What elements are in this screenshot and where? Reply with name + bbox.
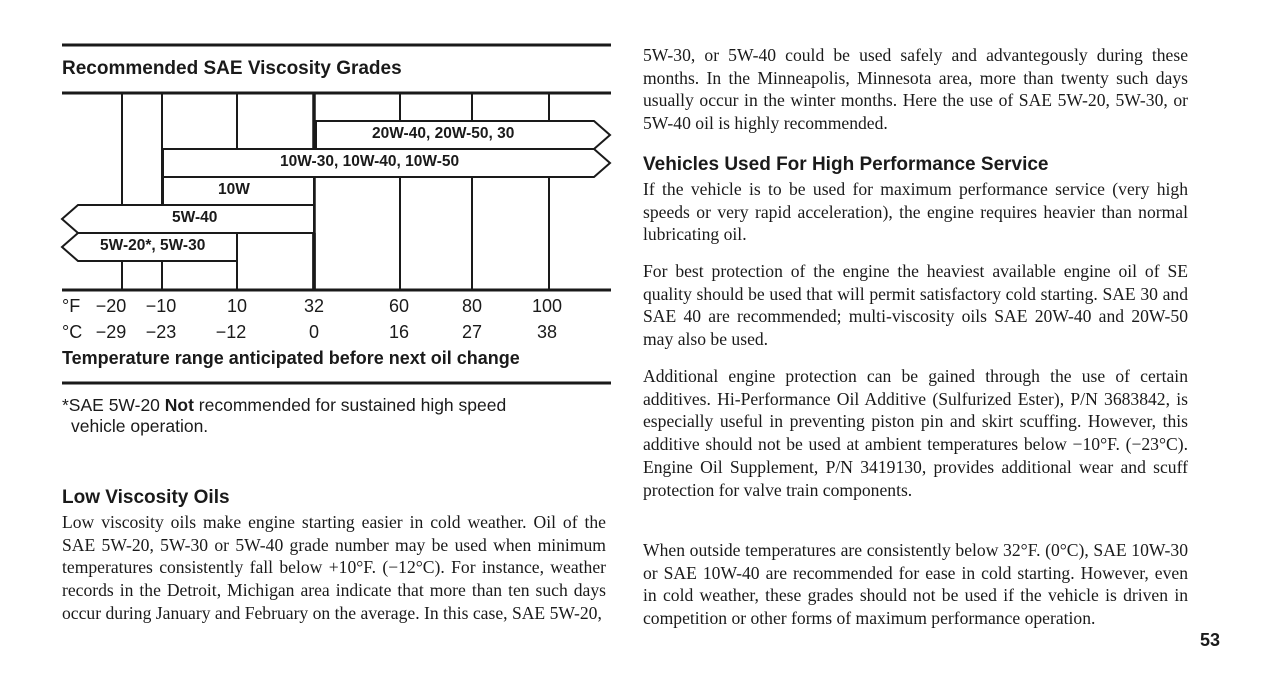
- footnote-line2: vehicle operation.: [71, 416, 209, 436]
- footnote: [62, 395, 602, 437]
- high-performance-paragraph-1: If the vehicle is to be used for maximum performance service (very high speeds or very rapid acceleration), the engine requires heavier than normal lubricating oil.: [643, 179, 1188, 245]
- celsius-row: [62, 322, 602, 344]
- high-performance-paragraph-2: For best protection of the engine the heaviest available engine oil of SE quality should be used that will permit satisfactory cold starting. SAE 30 and SAE 40 are recommended; multi-viscosity oils SAE 20W-40 and 20W-50 may also be used.: [643, 261, 1188, 350]
- bar-label-10w: 10W: [218, 181, 250, 198]
- low-viscosity-heading: Low Viscosity Oils: [62, 487, 230, 508]
- c-value-5: 16: [388, 322, 410, 342]
- high-performance-paragraph-3: Additional engine protection can be gained through the use of certain additives. Hi-Performance Oil Additive (Sulfurized Ester), P/N 3683842, is especially useful in preventing piston pin and skirt scuffing. However, this additive should not be used at ambient temperatures below −10°F. (−23°C). Engine Oil Supplement, P/N 3419130, provides additional wear and scuff protection for valve train components.: [643, 366, 1188, 500]
- f-value-5: 60: [388, 296, 410, 316]
- footnote-prefix: *SAE 5W-20: [62, 395, 165, 415]
- c-value-6: 27: [461, 322, 483, 342]
- footnote-emphasis: Not: [164, 395, 194, 415]
- f-value-2: −10: [145, 296, 177, 316]
- bar-label-5w40: 5W-40: [172, 209, 218, 226]
- fahrenheit-row: [62, 296, 602, 318]
- footnote-suffix: recommended for sustained high speed: [193, 395, 507, 415]
- page-number: 53: [1200, 630, 1221, 650]
- chart-title: Recommended SAE Viscosity Grades: [62, 58, 402, 79]
- continued-paragraph: 5W-30, or 5W-40 could be used safely and advantegously during these months. In the Minneapolis, Minnesota area, more than twenty such days usually occur in the winter months. Here the use of SAE 5W-20, 5W-30, or 5W-40 oil is highly recommended.: [643, 45, 1188, 134]
- low-viscosity-paragraph: Low viscosity oils make engine starting easier in cold weather. Oil of the SAE 5W-20, 5W-30 or 5W-40 grade number may be used when minimum temperatures consistently fall below +10°F. (−12°C). For instance, weather records in the Detroit, Michigan area indicate that more than ten such days occur during January and February on the average. In this case, SAE 5W-20,: [62, 512, 606, 623]
- temperature-caption: Temperature range anticipated before next oil change: [62, 348, 520, 368]
- f-value-7: 100: [531, 296, 563, 316]
- c-value-7: 38: [536, 322, 558, 342]
- f-value-1: −20: [95, 296, 127, 316]
- c-value-2: −23: [145, 322, 177, 342]
- c-value-4: 0: [308, 322, 320, 342]
- celsius-unit: °C: [62, 322, 83, 342]
- c-value-3: −12: [215, 322, 247, 342]
- f-value-3: 10: [226, 296, 248, 316]
- bar-label-10w30: 10W-30, 10W-40, 10W-50: [280, 153, 460, 170]
- caption-rule: [0, 378, 620, 388]
- bar-label-5w20-5w30: 5W-20*, 5W-30: [100, 237, 206, 254]
- f-value-4: 32: [303, 296, 325, 316]
- viscosity-chart: [0, 0, 620, 300]
- bar-label-20w40: 20W-40, 20W-50, 30: [372, 125, 515, 142]
- high-performance-paragraph-4: When outside temperatures are consistently below 32°F. (0°C), SAE 10W-30 or SAE 10W-40 are recommended for ease in cold starting. However, even in cold weather, these grades should not be used if the vehicle is driven in competition or other forms of maximum performance operation.: [643, 540, 1188, 629]
- high-performance-heading: Vehicles Used For High Performance Service: [643, 154, 1049, 175]
- f-value-6: 80: [461, 296, 483, 316]
- fahrenheit-unit: °F: [62, 296, 81, 316]
- c-value-1: −29: [95, 322, 127, 342]
